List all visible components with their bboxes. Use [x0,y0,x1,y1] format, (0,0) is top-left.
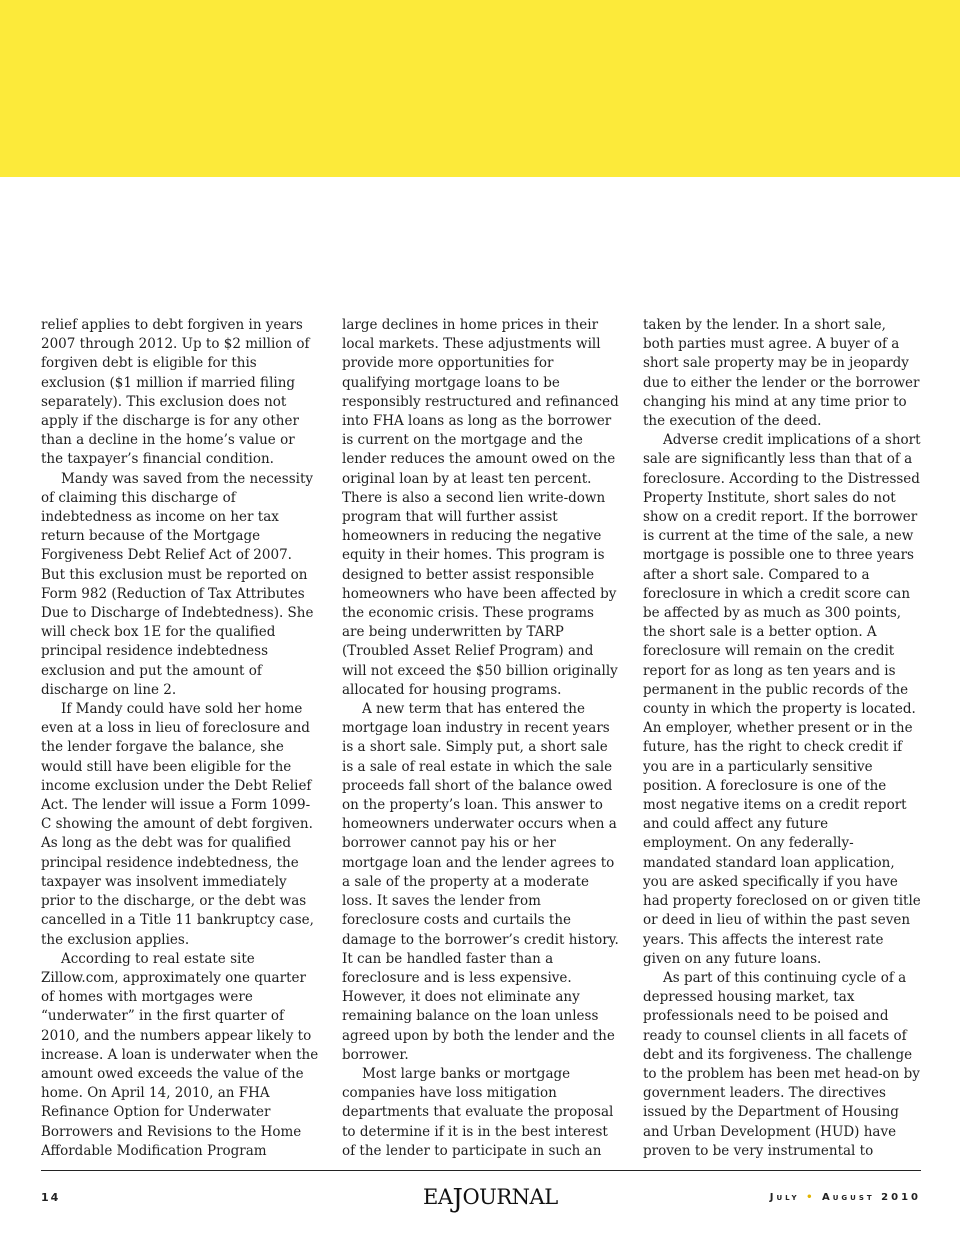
logo-suffix: OURNAL [462,1185,558,1209]
column-3 [643,316,921,1162]
logo-j: J [452,1184,463,1214]
paragraph: Adverse credit implications of a short sale are significantly less than that of a foreclosure. According to the Distressed Property Institute, short sales do not show on a credit report. If the borrower is current at the time of the sale, a new mortgage is possible one to three years after a short sale. Compared to a foreclosure in which a credit score can be affected by as much as 300 points, the short sale is a better option. A foreclosure will remain on the credit report for as long as ten years and is permanent in the public records of the county in which the property is located. An employer, whether present or in the future, has the right to check credit if you are in a particularly sensitive position. A foreclosure is one of the most negative items on a credit report and could affect any future employment. On any federally-mandated standard loan application, you are asked specifically if you have had property foreclosed on or given title or deed in lieu of within the past seven years. This affects the interest rate given on any future loans. [643,432,921,967]
logo-prefix: EA [423,1185,453,1209]
paragraph: taken by the lender. In a short sale, both parties must agree. A buyer of a short sale property may be in jeopardy due to either the lender or the borrower changing his mind at any time prior to the execution of the deed. [643,317,920,430]
issue-year: 2010 [881,1192,921,1203]
paragraph: relief applies to debt forgiven in years 2007 through 2012. Up to $2 million of forgiven debt is eligible for this exclusion ($1 million if married filing separately). This exclusion does not apply if the discharge is for any other than a decline in the home’s value or the taxpayer’s financial condition. [41,317,310,468]
paragraph: A new term that has entered the mortgage loan industry in recent years is a short sale. Simply put, a short sale is a sale of real estate in which the sale proceeds fall short of the balance owed on the property’s loan. This answer to homeowners underwater occurs when a borrower cannot pay his or her mortgage loan and the lender agrees to a sale of the property at a moderate loss. It saves the lender from foreclosure costs and curtails the damage to the borrower’s credit history. It can be handled faster than a foreclosure and is less expensive. However, it does not eliminate any remaining balance on the loan unless agreed upon by both the lender and the borrower. [342,701,619,1063]
issue-date [770,1192,921,1203]
top-banner [0,0,960,177]
article-body [41,316,921,1162]
column-1 [41,316,319,1162]
page-number: 14 [41,1191,61,1204]
ea-journal-logo [423,1182,558,1214]
column-2 [342,316,620,1162]
paragraph: As part of this continuing cycle of a depressed housing market, tax professionals need to be poised and ready to counsel clients in all facets of debt and its forgiveness. The challenge to the problem has been met head-on by government leaders. The directives issued by the Department of Housing and Urban Development (HUD) have proven to be very instrumental to [643,969,920,1159]
paragraph: Mandy was saved from the necessity of claiming this discharge of indebtedness as income on her tax return because of the Mortgage Forgiveness Debt Relief Act of 2007. But this exclusion must be reported on Form 982 (Reduction of Tax Attributes Due to Discharge of Indebtedness). She will check box 1E for the qualified principal residence indebtedness exclusion and put the amount of discharge on line 2. [41,470,314,698]
paragraph: Most large banks or mortgage companies have loss mitigation departments that evaluate the proposal to determine if it is in the best interest of the lender to participate in such an [342,1065,614,1159]
paragraph: According to real estate site Zillow.com, approximately one quarter of homes with mortgages were “underwater” in the first quarter of 2010, and the numbers appear likely to increase. A loan is underwater when the amount owed exceeds the value of the home. On April 14, 2010, an FHA Refinance Option for Underwater Borrowers and Revisions to the Home Affordable Modification Program [41,950,319,1159]
date-separator: • [806,1192,816,1203]
paragraph: If Mandy could have sold her home even at a loss in lieu of foreclosure and the lender forgave the balance, she would still have been eligible for the income exclusion under the Debt Relief Act. The lender will issue a Form 1099-C showing the amount of debt forgiven. As long as the debt was for qualified principal residence indebtedness, the taxpayer was insolvent immediately prior to the discharge, or the debt was cancelled in a Title 11 bankruptcy case, the exclusion applies. [41,701,314,948]
issue-month-2: August [822,1192,875,1203]
paragraph: large declines in home prices in their local markets. These adjustments will provide more opportunities for qualifying mortgage loans to be responsibly restructured and refinanced into FHA loans as long as the borrower is current on the mortgage and the lender reduces the amount owed on the original loan by at least ten percent. There is also a second lien write-down program that will further assist homeowners in reducing the negative equity in their homes. This program is designed to better assist responsible homeowners who have been affected by the economic crisis. These programs are being underwritten by TARP (Troubled Asset Relief Program) and will not exceed the $50 billion originally allocated for housing programs. [342,317,619,698]
issue-month-1: July [769,1192,800,1203]
footer-rule [41,1170,921,1171]
